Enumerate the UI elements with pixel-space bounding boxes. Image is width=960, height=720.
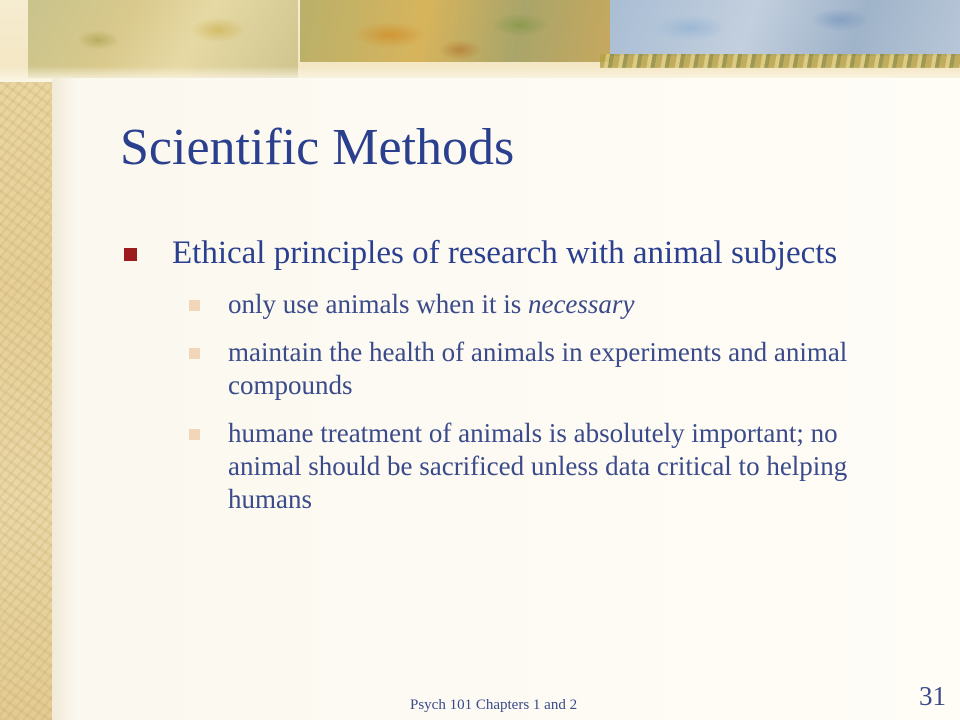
sub-bullet-item [122,336,912,402]
sub-bullet-text: maintain the health of animals in experiments and animal compounds [228,337,848,400]
header-banner-image [0,0,960,82]
banner-autumn-tile [300,0,610,62]
slide-footer: Psych 101 Chapters 1 and 2 [410,697,578,713]
sub-bullet-text: only use animals when it is [228,289,528,319]
sub-bullet-item [122,417,912,516]
square-bullet-icon [189,300,200,311]
emphasized-word: necessary [527,289,635,319]
square-bullet-icon [189,348,200,359]
banner-blue-tile [610,0,960,56]
bullet-list [122,232,912,531]
sub-bullet-item [122,288,912,321]
square-bullet-icon [189,429,200,440]
main-bullet-item [122,232,912,274]
page-number: 31 [919,681,946,711]
left-texture-strip [0,0,52,720]
slide-title: Scientific Methods [120,119,515,176]
square-bullet-icon [124,248,137,261]
main-bullet-text: Ethical principles of research with animal subjects [172,235,838,271]
sub-bullet-text: humane treatment of animals is absolutely important; no animal should be sacrificed unless data critical to helping humans [228,418,848,514]
